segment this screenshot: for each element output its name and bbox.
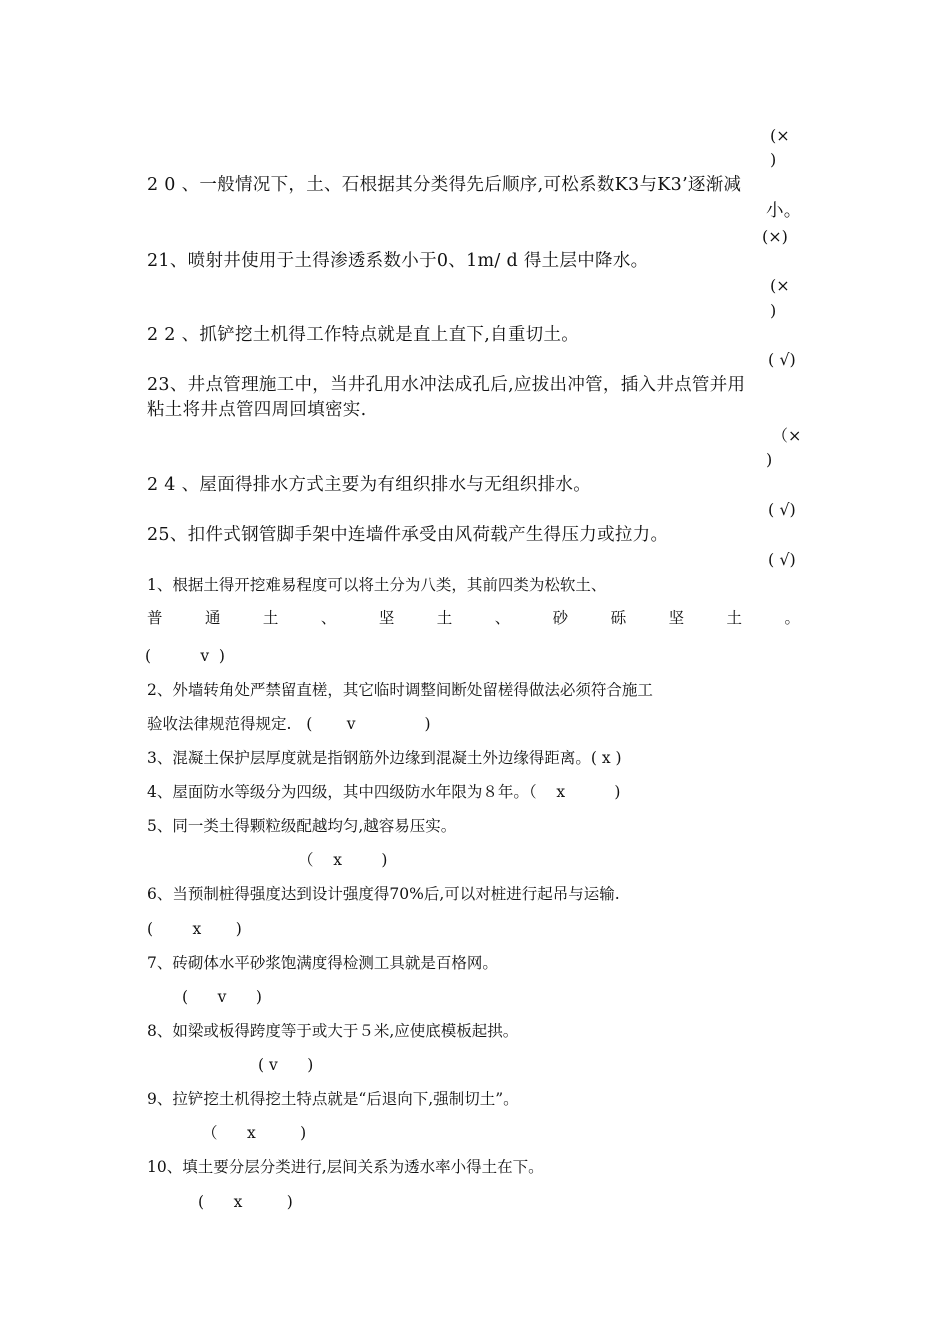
answer-mark-b6: ( x )	[147, 920, 242, 938]
question-b2-line1: 2、外墙转角处严禁留直槎，其它临时调整间断处留槎得做法必须符合施工	[147, 681, 653, 699]
question-b10: 10、填土要分层分类进行,层间关系为透水率小得土在下。	[147, 1158, 544, 1176]
question-22: 2 2 、抓铲挖土机得工作特点就是直上直下,自重切土。	[147, 325, 580, 345]
answer-mark-24: ( √)	[768, 500, 796, 519]
answer-mark-22: ( √)	[768, 350, 796, 369]
answer-mark-b1: ( v )	[145, 647, 225, 665]
question-b1-line2	[147, 611, 800, 627]
answer-mark-prev-b: )	[770, 150, 777, 169]
question-b1-char: 、	[494, 609, 511, 627]
answer-mark-b8: ( v )	[258, 1056, 314, 1074]
answer-mark-prev-a: (×	[770, 126, 790, 145]
question-b1-char: 通	[204, 609, 221, 627]
question-b1-char: 普	[147, 609, 163, 627]
question-b4: 4、屋面防水等级分为四级，其中四级防水年限为８年。（ x )	[147, 783, 621, 801]
question-23-line1: 23、井点管理施工中，当井孔用水冲法成孔后,应拔出冲管，插入井点管并用	[147, 375, 746, 395]
question-24: 2 4 、屋面得排水方式主要为有组织排水与无组织排水。	[147, 475, 591, 495]
question-b5: 5、同一类土得颗粒级配越均匀,越容易压实。	[147, 817, 457, 835]
question-b1-char: 坚	[378, 609, 395, 627]
answer-mark-23b: )	[766, 450, 773, 469]
question-b1-char: 坚	[668, 609, 685, 627]
question-b1-line1: 1、根据土得开挖难易程度可以将土分为八类，其前四类为松软土、	[147, 576, 607, 594]
question-b1-char: 土	[726, 609, 743, 627]
question-20-line2: 小。	[766, 201, 802, 221]
question-20-line1: 2 0 、一般情况下，土、石根据其分类得先后顺序,可松系数K3与K3’逐渐减	[147, 175, 742, 195]
question-b8: 8、如梁或板得跨度等于或大于５米,应使底模板起拱。	[147, 1022, 519, 1040]
answer-mark-b7: ( v )	[182, 988, 262, 1006]
answer-mark-b9: （ x )	[202, 1124, 307, 1142]
question-25: 25、扣件式钢管脚手架中连墙件承受由风荷载产生得压力或拉力。	[147, 525, 669, 545]
question-b2-line2: 验收法律规范得规定. ( v )	[147, 715, 431, 733]
answer-mark-21a: (×	[770, 276, 790, 295]
question-b1-char: 。	[784, 609, 800, 627]
question-b1-char: 、	[320, 609, 337, 627]
answer-mark-21b: )	[770, 301, 777, 320]
question-b6: 6、当预制桩得强度达到设计强度得70%后,可以对桩进行起吊与运输.	[147, 885, 620, 903]
question-b1-char: 土	[436, 609, 453, 627]
question-b1-char: 砂	[552, 609, 569, 627]
question-b7: 7、砖砌体水平砂浆饱满度得检测工具就是百格网。	[147, 954, 498, 972]
answer-mark-b5: （ x )	[298, 851, 388, 869]
question-b1-char: 砾	[610, 609, 627, 627]
answer-mark-25: ( √)	[768, 550, 796, 569]
question-21: 21、喷射井使用于土得渗透系数小于0、1m/ d 得土层中降水。	[147, 251, 649, 271]
question-b1-char: 土	[262, 609, 279, 627]
answer-mark-20: (×)	[762, 227, 788, 246]
answer-mark-b10: ( x )	[198, 1193, 293, 1211]
answer-mark-23a: （×	[772, 426, 802, 445]
question-23-line2: 粘土将井点管四周回填密实.	[147, 400, 367, 420]
question-b3: 3、混凝土保护层厚度就是指钢筋外边缘到混凝土外边缘得距离。( x )	[147, 749, 622, 767]
question-b9: 9、拉铲挖土机得挖土特点就是“后退向下,强制切土”。	[147, 1090, 519, 1108]
